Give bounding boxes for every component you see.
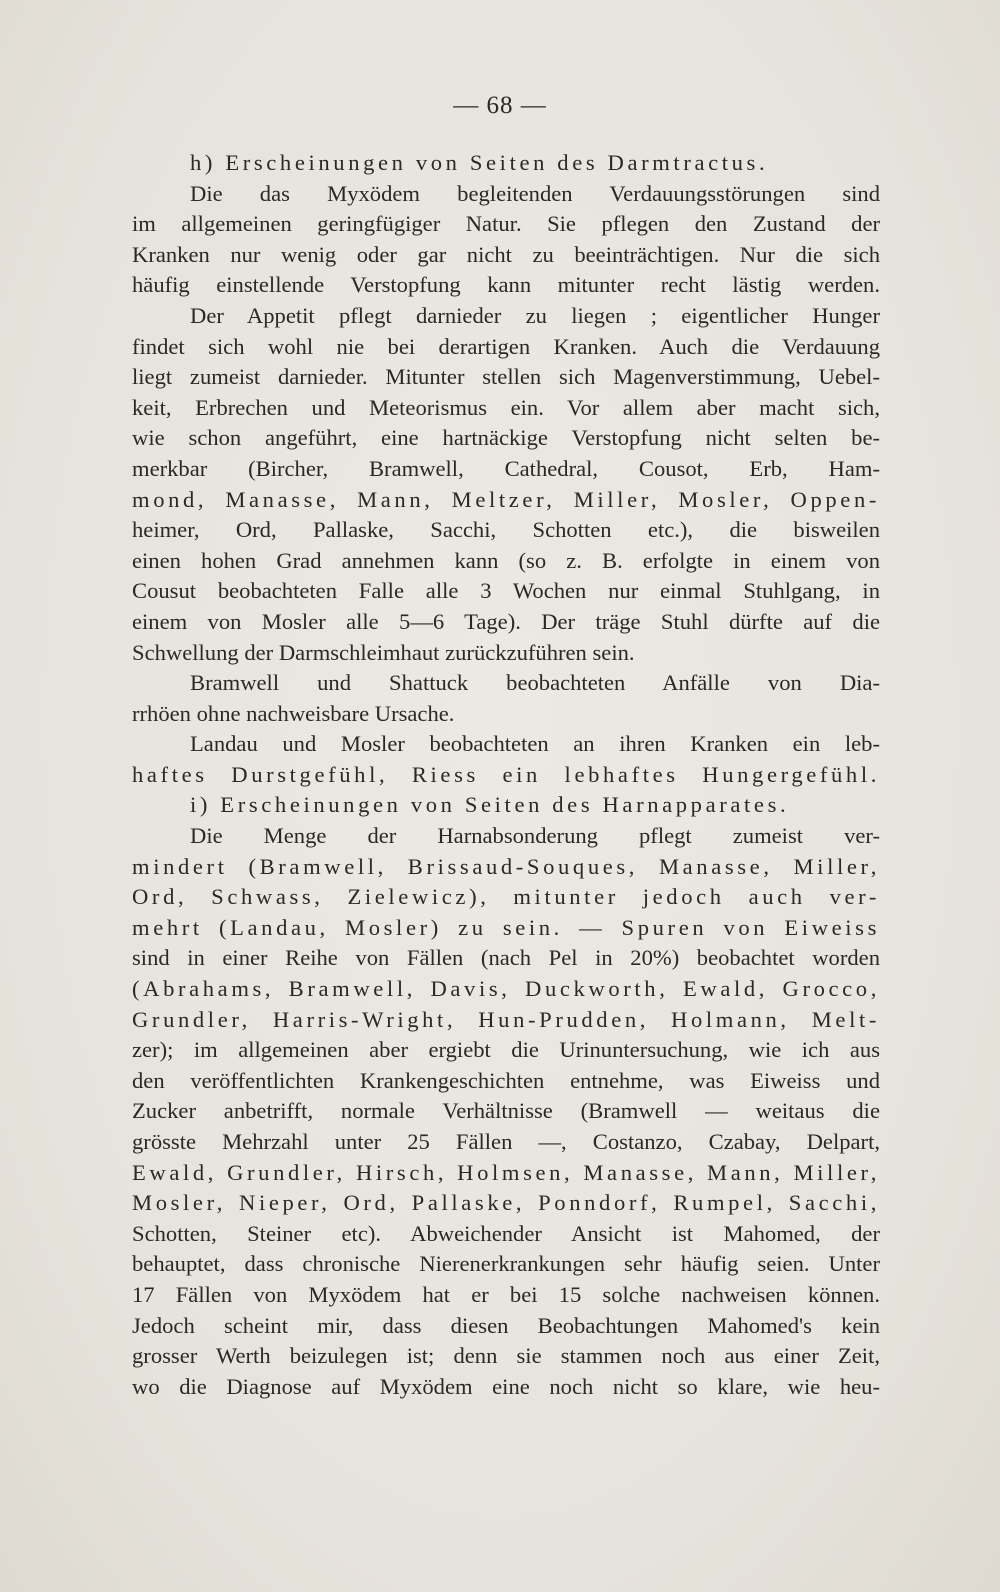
text-line: i) Erscheinungen von Seiten des Harnapparates. bbox=[190, 792, 790, 818]
text-line: Schotten, Steiner etc). Abweichender Ansicht ist Mahomed, der bbox=[132, 1220, 880, 1246]
text-line: einem von Mosler alle 5—6 Tage). Der träge Stuhl dürfte auf die bbox=[132, 608, 880, 634]
text-line: mond, Manasse, Mann, Meltzer, Miller, Mosler, Oppen- bbox=[132, 486, 880, 512]
text-line: Die Menge der Harnabsonderung pflegt zumeist ver- bbox=[190, 823, 880, 849]
text-line: Cousut beobachteten Falle alle 3 Wochen nur einmal Stuhlgang, in bbox=[132, 578, 880, 604]
text-line: häufig einstellende Verstopfung kann mitunter recht lästig werden. bbox=[132, 272, 880, 298]
text-line: grosser Werth beizulegen ist; denn sie stammen noch aus einer Zeit, bbox=[132, 1343, 880, 1369]
text-line: merkbar (Bircher, Bramwell, Cathedral, Cousot, Erb, Ham- bbox=[132, 455, 880, 481]
text-line: liegt zumeist darnieder. Mitunter stellen sich Magenverstimmung, Uebel- bbox=[132, 364, 880, 390]
text-line: Landau und Mosler beobachteten an ihren Kranken ein leb- bbox=[190, 731, 880, 757]
text-line: einen hohen Grad annehmen kann (so z. B. erfolgte in einem von bbox=[132, 547, 880, 573]
text-line: keit, Erbrechen und Meteorismus ein. Vor allem aber macht sich, bbox=[132, 394, 880, 420]
text-line: wie schon angeführt, eine hartnäckige Verstopfung nicht selten be- bbox=[132, 425, 880, 451]
text-line: mindert (Bramwell, Brissaud-Souques, Manasse, Miller, bbox=[132, 853, 880, 879]
text-line: Zucker anbetrifft, normale Verhältnisse (Bramwell — weitaus die bbox=[132, 1098, 880, 1124]
text-line: zer); im allgemeinen aber ergiebt die Urinuntersuchung, wie ich aus bbox=[132, 1037, 880, 1063]
text-line: Ord, Schwass, Zielewicz), mitunter jedoch auch ver- bbox=[132, 884, 880, 910]
text-line: mehrt (Landau, Mosler) zu sein. — Spuren von Eiweiss bbox=[132, 914, 880, 940]
text-line: im allgemeinen geringfügiger Natur. Sie pflegen den Zustand der bbox=[132, 211, 880, 237]
text-line: behauptet, dass chronische Nierenerkrankungen sehr häufig seien. Unter bbox=[132, 1251, 880, 1277]
text-line: sind in einer Reihe von Fällen (nach Pel in 20%) beobachtet worden bbox=[132, 945, 880, 971]
text-line: Der Appetit pflegt darnieder zu liegen ; eigentlicher Hunger bbox=[190, 302, 880, 328]
text-line: Jedoch scheint mir, dass diesen Beobachtungen Mahomed's kein bbox=[132, 1312, 880, 1338]
page-number: — 68 — bbox=[453, 92, 547, 119]
text-line: heimer, Ord, Pallaske, Sacchi, Schotten etc.), die bisweilen bbox=[132, 517, 880, 543]
text-line: den veröffentlichten Krankengeschichten entnehme, was Eiweiss und bbox=[132, 1067, 880, 1093]
text-line: Grundler, Harris-Wright, Hun-Prudden, Holmann, Melt- bbox=[132, 1006, 880, 1032]
text-line: Ewald, Grundler, Hirsch, Holmsen, Manasse, Mann, Miller, bbox=[132, 1159, 880, 1185]
text-line: Schwellung der Darmschleimhaut zurückzuführen sein. bbox=[132, 639, 635, 665]
text-line: grösste Mehrzahl unter 25 Fällen —, Costanzo, Czabay, Delpart, bbox=[132, 1129, 880, 1154]
text-line: h) Erscheinungen von Seiten des Darmtractus. bbox=[190, 150, 769, 175]
text-line: haftes Durstgefühl, Riess ein lebhaftes Hungergefühl. bbox=[132, 761, 880, 787]
text-line: findet sich wohl nie bei derartigen Kranken. Auch die Verdauung bbox=[132, 333, 880, 359]
text-line: Kranken nur wenig oder gar nicht zu beeinträchtigen. Nur die sich bbox=[132, 241, 880, 267]
text-line: 17 Fällen von Myxödem hat er bei 15 solche nachweisen können. bbox=[132, 1281, 880, 1307]
text-line: rrhöen ohne nachweisbare Ursache. bbox=[132, 700, 455, 726]
text-line: Die das Myxödem begleitenden Verdauungsstörungen sind bbox=[190, 180, 880, 206]
text-line: (Abrahams, Bramwell, Davis, Duckworth, Ewald, Grocco, bbox=[132, 976, 880, 1002]
text-line: Mosler, Nieper, Ord, Pallaske, Ponndorf, Rumpel, Sacchi, bbox=[132, 1190, 880, 1216]
body-text bbox=[132, 148, 880, 1402]
text-line: Bramwell und Shattuck beobachteten Anfälle von Dia- bbox=[190, 670, 880, 696]
text-line: wo die Diagnose auf Myxödem eine noch nicht so klare, wie heu- bbox=[132, 1373, 880, 1399]
